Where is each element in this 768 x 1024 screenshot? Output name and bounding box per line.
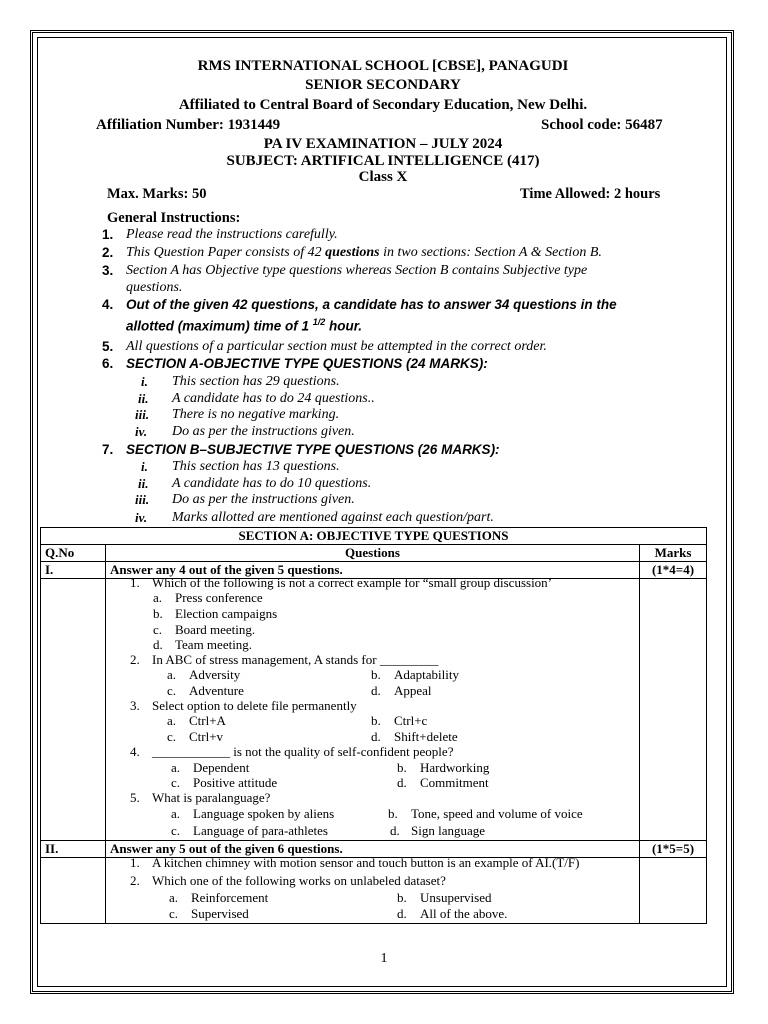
group-qno: II. <box>41 841 106 858</box>
question-number: 3. <box>130 698 140 713</box>
option-text: Ctrl+A <box>189 713 226 728</box>
option-letter: d. <box>397 906 407 921</box>
instruction-number: 4. <box>102 297 114 312</box>
instruction-text-cont: allotted (maximum) time of 1 $^{1/2}$ hour. <box>126 317 363 334</box>
option-text: Unsupervised <box>420 890 492 905</box>
question-text: Select option to delete file permanently <box>152 698 357 713</box>
question-text: In ABC of stress management, A stands for _________ <box>152 652 439 667</box>
group-instruction: Answer any 4 out of the given 5 questions. <box>106 562 640 579</box>
section-title: SECTION A: OBJECTIVE TYPE QUESTIONS <box>41 528 707 545</box>
option-text: Language of para-athletes <box>193 823 328 838</box>
empty-cell <box>41 858 106 924</box>
question-number: 1. <box>130 575 140 590</box>
option-text: Ctrl+v <box>189 729 224 744</box>
option-letter: d. <box>371 729 381 744</box>
empty-cell <box>640 579 707 841</box>
option-letter: d. <box>371 683 381 698</box>
sub-number: ii. <box>138 476 149 491</box>
option-text: Adventure <box>189 683 244 698</box>
section-b-heading: SECTION B–SUBJECTIVE TYPE QUESTIONS (26 MARKS): <box>126 442 500 457</box>
option-letter: a. <box>167 713 177 728</box>
sub-number: iv. <box>135 510 148 525</box>
option-text: Adaptability <box>394 667 459 682</box>
option-text: Board meeting. <box>175 622 256 637</box>
option-letter: b. <box>371 713 381 728</box>
sub-number: iii. <box>135 407 150 422</box>
option-letter: d. <box>153 637 163 652</box>
sub-instruction: Marks allotted are mentioned against each question/part. <box>172 510 494 525</box>
school-code: School code: 56487 <box>541 117 663 133</box>
option-letter: d. <box>390 823 400 838</box>
question-text: ____________ is not the quality of self-confident people? <box>152 744 454 759</box>
sub-instruction: This section has 29 questions. <box>172 374 340 389</box>
option-letter: b. <box>388 806 398 821</box>
option-letter: c. <box>167 683 177 698</box>
instruction-number: 7. <box>102 442 114 457</box>
option-text: Tone, speed and volume of voice <box>411 806 583 821</box>
option-text: Language spoken by aliens <box>193 806 335 821</box>
sub-instruction: This section has 13 questions. <box>172 459 340 474</box>
class-title: Class X <box>358 169 408 185</box>
col-header-qno: Q.No <box>41 545 106 562</box>
option-letter: b. <box>371 667 381 682</box>
instruction-text-cont: questions. <box>126 280 183 295</box>
option-letter: a. <box>171 760 181 775</box>
option-text: Supervised <box>191 906 249 921</box>
option-letter: c. <box>153 622 163 637</box>
sub-number: i. <box>141 459 148 474</box>
instruction-number: 6. <box>102 356 114 371</box>
option-text: Team meeting. <box>175 637 253 652</box>
question-text: Which of the following is not a correct example for “small group discussion’ <box>152 575 553 590</box>
instruction-text: This Question Paper consists of 42 questions in two sections: Section A & Section B. <box>126 245 602 260</box>
sub-instruction: Do as per the instructions given. <box>172 492 355 507</box>
sub-number: ii. <box>138 391 149 406</box>
question-text: A kitchen chimney with motion sensor and touch button is an example of AI.(T/F) <box>152 855 580 870</box>
col-header-marks: Marks <box>640 545 707 562</box>
empty-cell <box>640 858 707 924</box>
instruction-number: 5. <box>102 339 114 354</box>
question-number: 1. <box>130 855 140 870</box>
option-letter: b. <box>397 890 407 905</box>
time-allowed: Time Allowed: 2 hours <box>520 186 661 202</box>
school-name: RMS INTERNATIONAL SCHOOL [CBSE], PANAGUDI <box>197 58 569 74</box>
question-number: 2. <box>130 652 140 667</box>
group-marks: (1*4=4) <box>640 562 707 579</box>
option-letter: a. <box>167 667 177 682</box>
option-text: Ctrl+c <box>394 713 428 728</box>
option-text: All of the above. <box>420 906 508 921</box>
affiliation-number: Affiliation Number: 1931449 <box>96 117 281 133</box>
sub-instruction: A candidate has to do 10 questions. <box>172 476 372 491</box>
section-a-heading: SECTION A-OBJECTIVE TYPE QUESTIONS (24 MARKS): <box>126 356 488 371</box>
instruction-text: All questions of a particular section must be attempted in the correct order. <box>126 339 547 354</box>
question-number: 5. <box>130 790 140 805</box>
question-text: What is paralanguage? <box>152 790 271 805</box>
option-letter: c. <box>171 823 181 838</box>
group-instruction: Answer any 5 out of the given 6 questions. <box>106 841 640 858</box>
sub-instruction: There is no negative marking. <box>172 407 340 422</box>
option-letter: b. <box>153 606 163 621</box>
option-text: Positive attitude <box>193 775 278 790</box>
option-letter: c. <box>169 906 179 921</box>
max-marks: Max. Marks: 50 <box>107 186 207 202</box>
instruction-number: 2. <box>102 245 114 260</box>
option-text: Reinforcement <box>191 890 269 905</box>
question-number: 4. <box>130 744 140 759</box>
instruction-number: 1. <box>102 227 114 242</box>
option-letter: b. <box>397 760 407 775</box>
page-number: 1 <box>380 951 388 966</box>
option-text: Sign language <box>411 823 486 838</box>
option-text: Commitment <box>420 775 489 790</box>
instruction-text: Please read the instructions carefully. <box>126 227 338 242</box>
option-letter: d. <box>397 775 407 790</box>
empty-cell <box>41 579 106 841</box>
sub-number: iv. <box>135 424 148 439</box>
option-text: Election campaigns <box>175 606 278 621</box>
subject-title: SUBJECT: ARTIFICAL INTELLIGENCE (417) <box>226 153 540 169</box>
option-letter: a. <box>153 590 163 605</box>
sub-number: iii. <box>135 492 150 507</box>
option-letter: c. <box>171 775 181 790</box>
sub-number: i. <box>141 374 148 389</box>
option-text: Adversity <box>189 667 241 682</box>
group-qno: I. <box>41 562 106 579</box>
option-text: Dependent <box>193 760 250 775</box>
option-letter: a. <box>171 806 181 821</box>
instruction-text: Out of the given 42 questions, a candidate has to answer 34 questions in the <box>126 297 617 312</box>
col-header-questions: Questions <box>106 545 640 562</box>
option-text: Press conference <box>175 590 263 605</box>
option-letter: a. <box>169 890 179 905</box>
option-text: Hardworking <box>420 760 490 775</box>
sub-instruction: Do as per the instructions given. <box>172 424 355 439</box>
sub-instruction: A candidate has to do 24 questions.. <box>172 391 375 406</box>
school-level: SENIOR SECONDARY <box>305 77 461 93</box>
question-text: Which one of the following works on unlabeled dataset? <box>152 873 446 888</box>
group-marks: (1*5=5) <box>640 841 707 858</box>
instructions-heading: General Instructions: <box>107 210 241 226</box>
option-text: Shift+delete <box>394 729 458 744</box>
option-letter: c. <box>167 729 177 744</box>
instruction-text: Section A has Objective type questions whereas Section B contains Subjective type <box>126 263 588 278</box>
instruction-number: 3. <box>102 263 114 278</box>
affiliation-text: Affiliated to Central Board of Secondary Education, New Delhi. <box>178 97 588 113</box>
option-text: Appeal <box>394 683 432 698</box>
question-number: 2. <box>130 873 140 888</box>
exam-title: PA IV EXAMINATION – JULY 2024 <box>263 136 503 152</box>
